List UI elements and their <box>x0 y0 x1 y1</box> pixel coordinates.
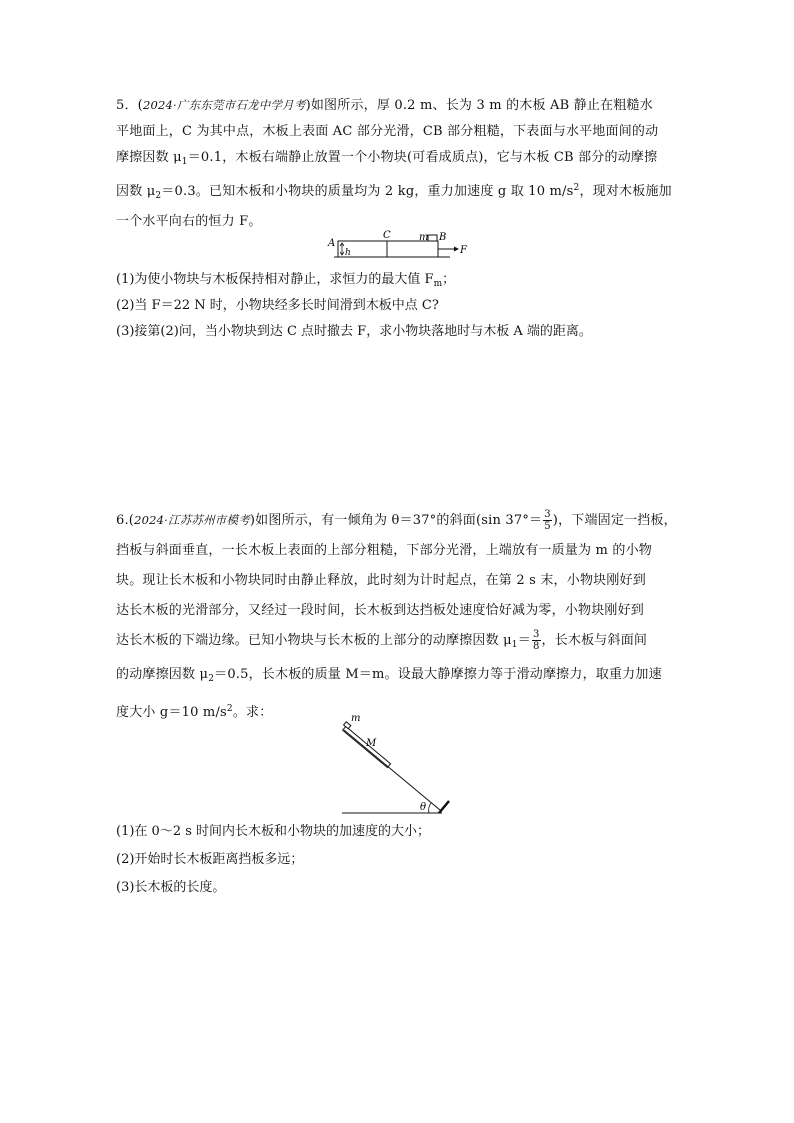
p5-line-3: 摩擦因数 $\mu_1=0.1$，木板右端静止放置一个小物块(可看成质点)，它与木板 CB 部分的动摩擦 <box>116 150 658 167</box>
label-big-m: M <box>366 738 377 749</box>
p5-question-2: (2)当 F＝22 N 时，小物块经多长时间滑到木板中点 C? <box>116 298 439 313</box>
label-a: A <box>328 238 336 249</box>
fraction-3-5: $\frac{3}{5}$ <box>544 509 551 532</box>
p5-line-2: 平地面上，C 为其中点，木板上表面 AC 部分光滑，CB 部分粗糙，下表面与水平地面间的动 <box>116 124 659 139</box>
p5-source: 2024·广东东莞市石龙中学月考 <box>142 98 306 112</box>
label-h: h <box>345 248 351 258</box>
fraction-3-8: $\frac{3}{8}$ <box>532 629 540 652</box>
problem-5-statement <box>116 92 682 235</box>
force-arrowhead <box>454 247 459 252</box>
p6-question-3: (3)长木板的长度。 <box>116 880 226 895</box>
problem-6-statement <box>116 505 682 728</box>
p6-line-4: 达长木板的光滑部分，又经过一段时间，长木板到达挡板处速度恰好减为零，小物块刚好到 <box>116 603 645 618</box>
p6-line-5: 达长木板的下端边缘。已知小物块与长木板的上部分的动摩擦因数 $\mu_1=$ $\frac{3}{8}$ ，长木板与斜面间 <box>116 629 648 652</box>
p6-line-6: 的动摩擦因数 $\mu_2=0.5$，长木板的质量 M＝m。设最大静摩擦力等于滑动摩擦力，取重力加速 <box>116 667 662 684</box>
label-m: m <box>351 713 361 724</box>
p5-line-5: 一个水平向右的恒力 F。 <box>116 214 262 229</box>
incline-surface <box>344 730 440 810</box>
angle-arc <box>429 803 431 813</box>
label-b: B <box>439 232 447 243</box>
label-theta: θ <box>420 802 427 813</box>
p5-line-1: 5．(2024·广东东莞市石龙中学月考)如图所示，厚 0.2 m、长为 3 m 的木板 AB 静止在粗糙水 <box>116 98 653 113</box>
p6-figure-incline <box>336 712 460 816</box>
p6-question-1: (1)在 0～2 s 时间内长木板和小物块的加速度的大小； <box>116 824 431 839</box>
label-c: C <box>383 230 391 241</box>
p6-line-3: 块。现让长木板和小物块同时由静止释放，此时刻为计时起点，在第 2 s 末，小物块刚好到 <box>116 573 646 588</box>
p6-source: 2024·江苏苏州市模考 <box>134 513 250 527</box>
label-m: m <box>419 232 429 243</box>
p6-line-2: 挡板与斜面垂直，一长木板上表面的上部分粗糙，下部分光滑，上端放有一质量为 m 的小物 <box>116 543 652 558</box>
board-ab <box>338 241 438 257</box>
p5-question-1: (1)为使小物块与木板保持相对静止，求恒力的最大值 $F_m$； <box>116 272 456 289</box>
stopper-plate <box>439 801 449 813</box>
p6-line-7: 度大小 g＝10 $m/s^2$。求： <box>116 704 273 720</box>
p5-figure-board <box>320 228 480 262</box>
p5-line-4: 因数 $\mu_2=0.3$。已知木板和小物块的质量均为 2 kg，重力加速度 g 取 10 $m/s^2$，现对木板施加 <box>116 183 672 201</box>
p5-question-3: (3)接第(2)问，当小物块到达 C 点时撤去 F，求小物块落地时与木板 A 端的距离。 <box>116 324 592 339</box>
small-block-m <box>428 235 437 241</box>
label-f: F <box>460 245 467 256</box>
p6-question-2: (2)开始时长木板距离挡板多远； <box>116 852 304 867</box>
p6-line-1: 6.(2024·江苏苏州市模考)如图所示，有一倾角为 θ＝37°的斜面(sin 37°＝ $\frac{3}{5}$ )，下端固定一挡板， <box>116 509 677 532</box>
